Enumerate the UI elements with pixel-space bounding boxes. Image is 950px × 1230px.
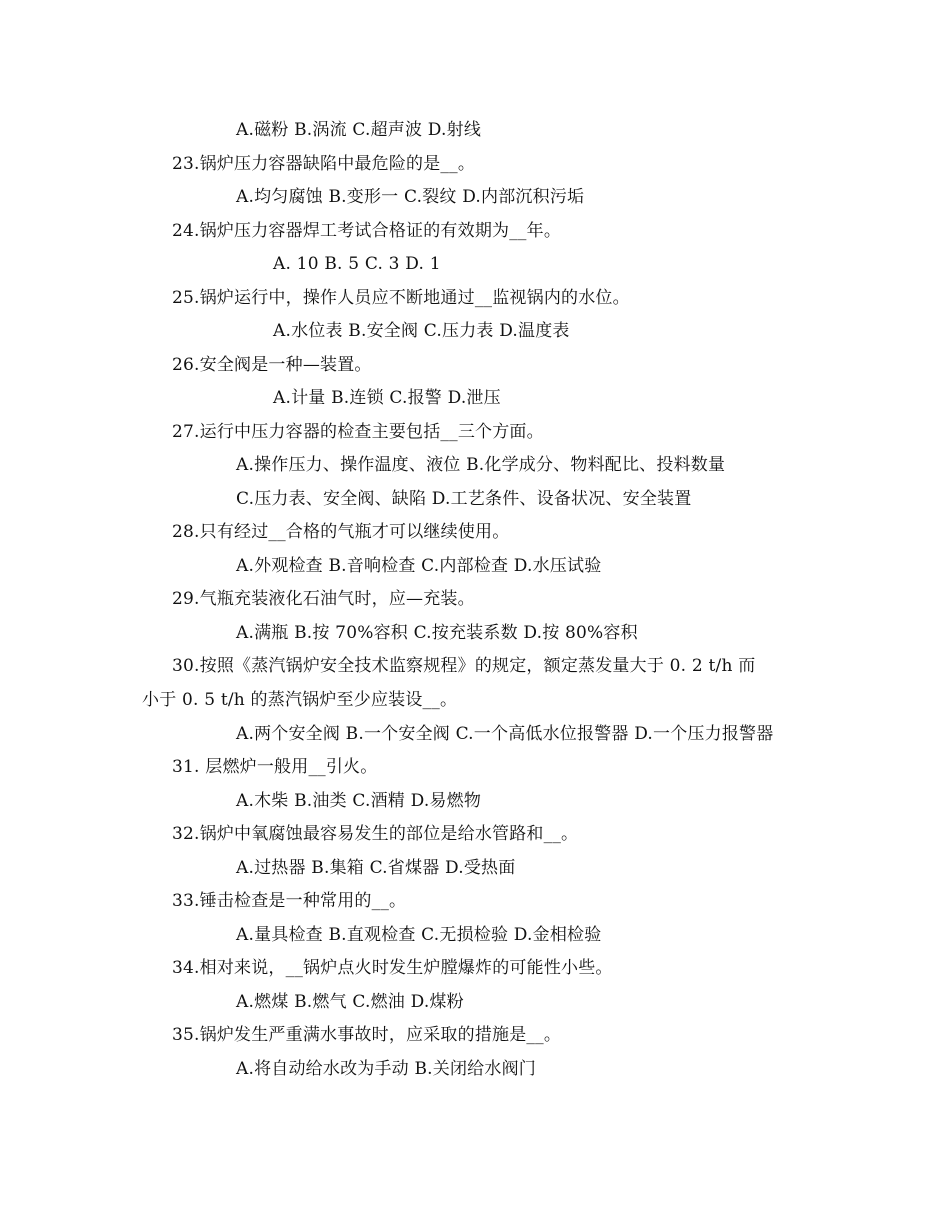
question-line: 24.锅炉压力容器焊工考试合格证的有效期为__年。 xyxy=(172,221,562,241)
options-line: A.操作压力、操作温度、液位 B.化学成分、物料配比、投料数量 xyxy=(236,455,726,475)
options-line: A.量具检查 B.直观检查 C.无损检验 D.金相检验 xyxy=(236,925,602,945)
question-line: 25.锅炉运行中，操作人员应不断地通过__监视锅内的水位。 xyxy=(172,288,630,308)
question-line: 26.安全阀是一种—装置。 xyxy=(172,355,372,375)
question-line: 30.按照《蒸汽锅炉安全技术监察规程》的规定，额定蒸发量大于 0. 2 t/h 而 xyxy=(172,656,756,676)
options-line: A.两个安全阀 B.一个安全阀 C.一个高低水位报警器 D.一个压力报警器 xyxy=(236,724,774,744)
options-line: A.过热器 B.集箱 C.省煤器 D.受热面 xyxy=(236,858,516,878)
options-line: A.均匀腐蚀 B.变形一 C.裂纹 D.内部沉积污垢 xyxy=(236,187,585,207)
question-line: 34.相对来说，__锅炉点火时发生炉膛爆炸的可能性小些。 xyxy=(172,958,613,978)
question-line: 29.气瓶充装液化石油气时，应—充装。 xyxy=(172,589,475,609)
question-line: 23.锅炉压力容器缺陷中最危险的是__。 xyxy=(172,154,476,174)
question-line: 27.运行中压力容器的检查主要包括__三个方面。 xyxy=(172,422,544,442)
options-line: A.木柴 B.油类 C.酒精 D.易燃物 xyxy=(236,791,482,811)
options-line: C.压力表、安全阀、缺陷 D.工艺条件、设备状况、安全装置 xyxy=(236,489,692,509)
options-line: A.水位表 B.安全阀 C.压力表 D.温度表 xyxy=(273,321,570,341)
options-line: A.计量 B.连锁 C.报警 D.泄压 xyxy=(273,388,501,408)
question-line: 32.锅炉中氧腐蚀最容易发生的部位是给水管路和__。 xyxy=(172,824,579,844)
options-line: A. 10 B. 5 C. 3 D. 1 xyxy=(273,254,441,274)
options-line: A.将自动给水改为手动 B.关闭给水阀门 xyxy=(236,1059,536,1079)
options-line: A.外观检查 B.音响检查 C.内部检查 D.水压试验 xyxy=(236,556,602,576)
question-line: 35.锅炉发生严重满水事故时，应采取的措施是__。 xyxy=(172,1025,562,1045)
question-line: 31. 层燃炉一般用__引火。 xyxy=(172,757,378,777)
question-continuation: 小于 0. 5 t/h 的蒸汽锅炉至少应装设__。 xyxy=(142,690,458,710)
question-line: 33.锤击检查是一种常用的__。 xyxy=(172,891,407,911)
options-line: A.燃煤 B.燃气 C.燃油 D.煤粉 xyxy=(236,992,464,1012)
options-line: A.满瓶 B.按 70%容积 C.按充装系数 D.按 80%容积 xyxy=(236,623,638,643)
options-line: A.磁粉 B.涡流 C.超声波 D.射线 xyxy=(236,120,482,140)
question-line: 28.只有经过__合格的气瓶才可以继续使用。 xyxy=(172,522,510,542)
